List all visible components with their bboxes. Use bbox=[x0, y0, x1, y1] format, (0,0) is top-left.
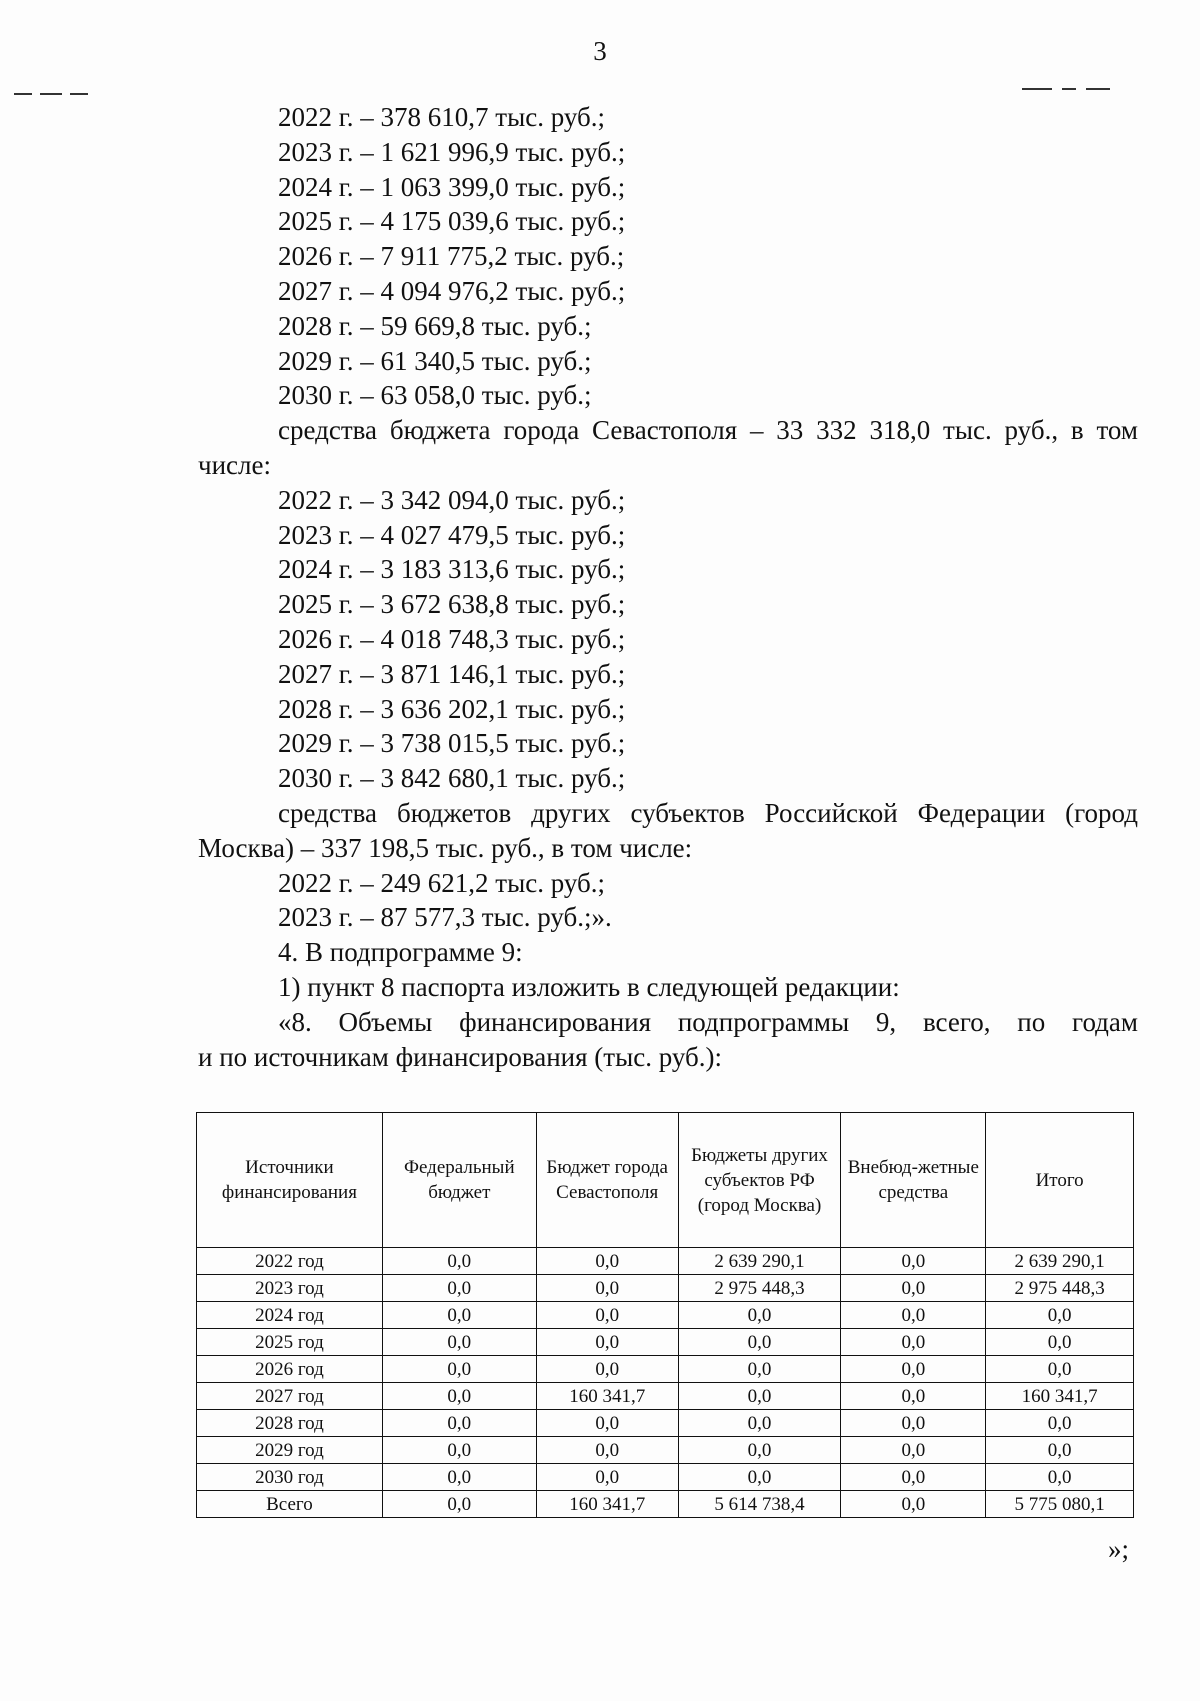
table-cell: 160 341,7 bbox=[536, 1491, 678, 1518]
table-row bbox=[197, 1248, 1134, 1275]
subsection-item: 1) пункт 8 паспорта изложить в следующей редакции: bbox=[278, 971, 900, 1002]
table-cell: 0,0 bbox=[841, 1356, 986, 1383]
table-cell: 2023 год bbox=[197, 1275, 383, 1302]
table-cell: 0,0 bbox=[841, 1248, 986, 1275]
scan-artifact bbox=[40, 93, 62, 95]
table-cell: 0,0 bbox=[678, 1302, 841, 1329]
table-cell: 2026 год bbox=[197, 1356, 383, 1383]
table-row bbox=[197, 1410, 1134, 1437]
other-subjects-continuation: Москва) – 337 198,5 тыс. руб., в том числе: bbox=[198, 832, 693, 863]
sevastopol-budget-continuation: числе: bbox=[198, 449, 271, 480]
table-cell: 0,0 bbox=[382, 1248, 536, 1275]
table-cell: 0,0 bbox=[382, 1275, 536, 1302]
other-subjects-heading: средства бюджетов других субъектов Российской Федерации (город bbox=[278, 797, 1138, 828]
scan-artifact bbox=[1086, 88, 1110, 90]
table-cell: 0,0 bbox=[678, 1437, 841, 1464]
table-cell: 0,0 bbox=[841, 1275, 986, 1302]
header-sources: Источники финансирования bbox=[197, 1113, 383, 1248]
table-cell: 2030 год bbox=[197, 1464, 383, 1491]
header-extrabudgetary: Внебюд-жетные средства bbox=[841, 1113, 986, 1248]
header-other-subjects: Бюджеты других субъектов РФ (город Москва) bbox=[678, 1113, 841, 1248]
table-cell: 0,0 bbox=[382, 1491, 536, 1518]
header-total: Итого bbox=[986, 1113, 1134, 1248]
table-cell: 0,0 bbox=[536, 1248, 678, 1275]
table-cell: 160 341,7 bbox=[986, 1383, 1134, 1410]
table-cell: 0,0 bbox=[841, 1410, 986, 1437]
table-row bbox=[197, 1275, 1134, 1302]
table-cell: 0,0 bbox=[536, 1437, 678, 1464]
table-cell: 0,0 bbox=[678, 1464, 841, 1491]
table-cell: 2 975 448,3 bbox=[678, 1275, 841, 1302]
list-item: 2025 г. – 3 672 638,8 тыс. руб.; bbox=[278, 589, 626, 620]
list-item: 2023 г. – 1 621 996,9 тыс. руб.; bbox=[278, 136, 626, 167]
table-row bbox=[197, 1383, 1134, 1410]
table-cell: 0,0 bbox=[536, 1356, 678, 1383]
list-item: 2030 г. – 3 842 680,1 тыс. руб.; bbox=[278, 763, 626, 794]
scan-artifact bbox=[70, 93, 88, 95]
table-cell: 0,0 bbox=[382, 1410, 536, 1437]
table-cell: 0,0 bbox=[382, 1464, 536, 1491]
list-item: 2029 г. – 3 738 015,5 тыс. руб.; bbox=[278, 728, 626, 759]
list-item: 2029 г. – 61 340,5 тыс. руб.; bbox=[278, 345, 592, 376]
table-cell: 2028 год bbox=[197, 1410, 383, 1437]
table-cell: 0,0 bbox=[536, 1329, 678, 1356]
list-item: 2022 г. – 3 342 094,0 тыс. руб.; bbox=[278, 484, 626, 515]
table-cell: 0,0 bbox=[382, 1329, 536, 1356]
header-sevastopol: Бюджет города Севастополя bbox=[536, 1113, 678, 1248]
table-cell: 0,0 bbox=[536, 1464, 678, 1491]
table-cell: 2 639 290,1 bbox=[678, 1248, 841, 1275]
scan-artifact bbox=[14, 93, 32, 95]
list-item: 2024 г. – 1 063 399,0 тыс. руб.; bbox=[278, 171, 626, 202]
list-item: 2028 г. – 59 669,8 тыс. руб.; bbox=[278, 310, 592, 341]
table-cell: 2022 год bbox=[197, 1248, 383, 1275]
list-item: 2028 г. – 3 636 202,1 тыс. руб.; bbox=[278, 693, 626, 724]
section-heading: 4. В подпрограмме 9: bbox=[278, 937, 523, 968]
table-cell: 0,0 bbox=[841, 1437, 986, 1464]
list-item: 2022 г. – 249 621,2 тыс. руб.; bbox=[278, 867, 605, 898]
table-cell: 5 614 738,4 bbox=[678, 1491, 841, 1518]
body-text bbox=[198, 100, 1138, 1074]
table-row bbox=[197, 1356, 1134, 1383]
list-item: 2023 г. – 87 577,3 тыс. руб.;». bbox=[278, 902, 612, 933]
page-number: 3 bbox=[593, 36, 607, 66]
table-cell: 2027 год bbox=[197, 1383, 383, 1410]
table-cell: 0,0 bbox=[986, 1329, 1134, 1356]
table-cell: 0,0 bbox=[536, 1410, 678, 1437]
table-cell: 0,0 bbox=[841, 1491, 986, 1518]
table-cell: 0,0 bbox=[986, 1464, 1134, 1491]
table-cell: Всего bbox=[197, 1491, 383, 1518]
table-row bbox=[197, 1302, 1134, 1329]
table-header-row bbox=[197, 1113, 1134, 1248]
scan-artifact bbox=[1022, 88, 1052, 90]
table-cell: 0,0 bbox=[382, 1302, 536, 1329]
table-cell: 0,0 bbox=[986, 1410, 1134, 1437]
table-cell: 0,0 bbox=[382, 1356, 536, 1383]
list-item: 2022 г. – 378 610,7 тыс. руб.; bbox=[278, 102, 605, 132]
table-cell: 0,0 bbox=[841, 1464, 986, 1491]
list-item: 2025 г. – 4 175 039,6 тыс. руб.; bbox=[278, 206, 626, 237]
sevastopol-budget-heading: средства бюджета города Севастополя – 33 332 318,0 тыс. руб., в том bbox=[278, 415, 1138, 446]
table-cell: 0,0 bbox=[986, 1437, 1134, 1464]
table-cell: 2029 год bbox=[197, 1437, 383, 1464]
list-item: 2027 г. – 3 871 146,1 тыс. руб.; bbox=[278, 658, 626, 689]
table-cell: 2024 год bbox=[197, 1302, 383, 1329]
list-item: 2027 г. – 4 094 976,2 тыс. руб.; bbox=[278, 275, 626, 306]
table-cell: 0,0 bbox=[678, 1329, 841, 1356]
table-cell: 0,0 bbox=[678, 1383, 841, 1410]
list-item: 2030 г. – 63 058,0 тыс. руб.; bbox=[278, 380, 592, 411]
table-cell: 0,0 bbox=[382, 1383, 536, 1410]
table-cell: 0,0 bbox=[678, 1410, 841, 1437]
scan-artifact bbox=[1062, 88, 1076, 90]
table-cell: 0,0 bbox=[986, 1356, 1134, 1383]
table-cell: 0,0 bbox=[841, 1329, 986, 1356]
financing-table bbox=[196, 1112, 1134, 1518]
table-cell: 160 341,7 bbox=[536, 1383, 678, 1410]
table-cell: 2 639 290,1 bbox=[986, 1248, 1134, 1275]
table-cell: 0,0 bbox=[678, 1356, 841, 1383]
table-cell: 0,0 bbox=[841, 1383, 986, 1410]
table-cell: 0,0 bbox=[382, 1437, 536, 1464]
table-cell: 0,0 bbox=[536, 1275, 678, 1302]
table-row bbox=[197, 1329, 1134, 1356]
table-cell: 2 975 448,3 bbox=[986, 1275, 1134, 1302]
list-item: 2024 г. – 3 183 313,6 тыс. руб.; bbox=[278, 554, 626, 585]
table-row bbox=[197, 1437, 1134, 1464]
table-cell: 0,0 bbox=[841, 1302, 986, 1329]
list-item: 2026 г. – 7 911 775,2 тыс. руб.; bbox=[278, 241, 625, 272]
closing-quote: »; bbox=[1108, 1534, 1130, 1564]
table-cell: 0,0 bbox=[986, 1302, 1134, 1329]
item8-continuation: и по источникам финансирования (тыс. руб.): bbox=[198, 1041, 722, 1072]
table-cell: 5 775 080,1 bbox=[986, 1491, 1134, 1518]
table-total-row bbox=[197, 1491, 1134, 1518]
header-federal: Федеральный бюджет bbox=[382, 1113, 536, 1248]
list-item: 2026 г. – 4 018 748,3 тыс. руб.; bbox=[278, 623, 626, 654]
table-cell: 2025 год bbox=[197, 1329, 383, 1356]
table-cell: 0,0 bbox=[536, 1302, 678, 1329]
item8-text: «8. Объемы финансирования подпрограммы 9, всего, по годам bbox=[278, 1006, 1138, 1037]
table-row bbox=[197, 1464, 1134, 1491]
list-item: 2023 г. – 4 027 479,5 тыс. руб.; bbox=[278, 519, 626, 550]
